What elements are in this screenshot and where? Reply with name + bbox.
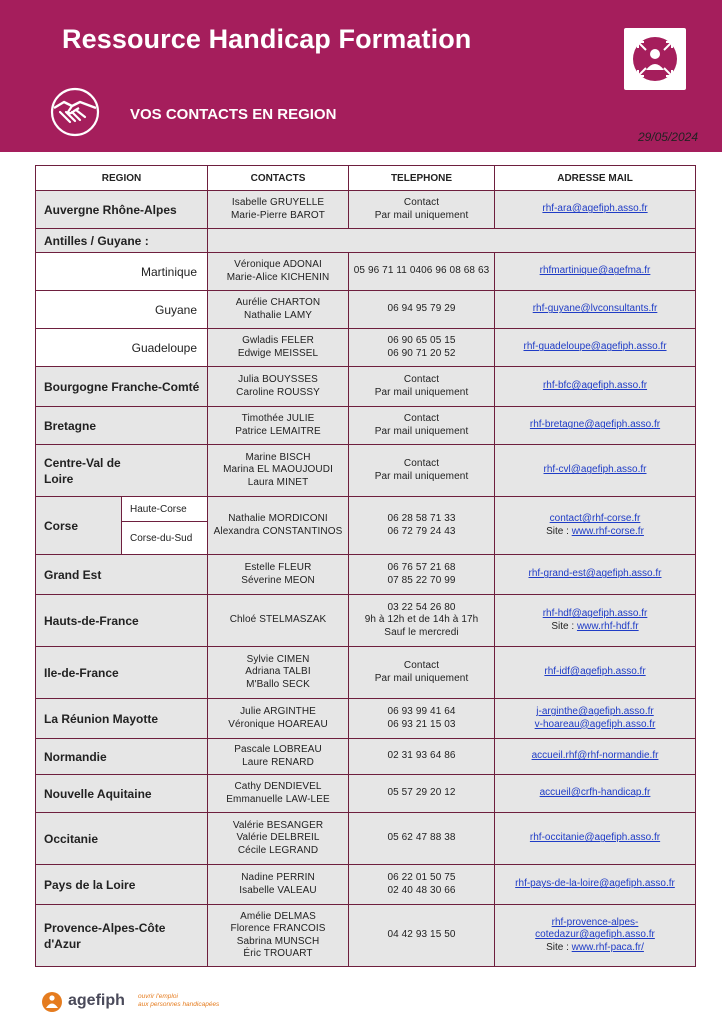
tagline-line: aux personnes handicapées [138, 1001, 220, 1008]
subregion-cell: Martinique [36, 253, 208, 291]
phone-line: 05 57 29 20 12 [387, 787, 456, 799]
phone-line: Contact [403, 413, 440, 424]
page-title: Ressource Handicap Formation [62, 24, 472, 54]
table-row [36, 905, 696, 967]
header-region: REGION [36, 166, 208, 191]
mail-cell [495, 739, 696, 775]
phone-cell [349, 291, 495, 329]
region-cell: Pays de la Loire [36, 865, 208, 905]
region-cell: La Réunion Mayotte [36, 699, 208, 739]
contact-name: Marine BISCH [245, 451, 311, 463]
phone-cell [349, 253, 495, 291]
contact-name: Emmanuelle LAW-LEE [226, 793, 330, 805]
phone-line: 04 42 93 15 50 [387, 929, 456, 941]
region-cell: Nouvelle Aquitaine [36, 775, 208, 813]
contact-name: Gwladis FELER [242, 335, 314, 346]
site-label: Site : [551, 620, 577, 632]
phone-cell [349, 445, 495, 497]
contact-name: Séverine MEON [241, 574, 315, 586]
table-row [36, 229, 696, 253]
mail-cell [495, 407, 696, 445]
contact-name: Nathalie LAMY [244, 309, 313, 321]
table-row [36, 595, 696, 647]
mail-link[interactable]: accueil@crfh-handicap.fr [539, 787, 651, 799]
phone-line: 06 93 21 15 03 [387, 718, 456, 730]
site-link[interactable]: www.rhf-corse.fr [571, 525, 644, 537]
page-subtitle: VOS CONTACTS EN REGION [130, 106, 337, 123]
contact-name: Isabelle VALEAU [239, 884, 317, 896]
table-row [36, 253, 696, 291]
contacts-cell [208, 291, 349, 329]
region-cell: Grand Est [36, 555, 208, 595]
mail-link[interactable]: rhf-guyane@lvconsultants.fr [532, 303, 658, 315]
header-banner [0, 0, 722, 152]
site-line [495, 942, 695, 955]
table-row [36, 739, 696, 775]
contact-name: Timothée JULIE [241, 413, 315, 424]
site-label: Site : [546, 941, 572, 953]
mail-link[interactable]: contact@rhf-corse.fr [549, 513, 641, 524]
mail-cell [495, 865, 696, 905]
contact-name: Marina EL MAOUJOUDI [223, 464, 333, 476]
contact-name: Laure RENARD [242, 756, 314, 768]
contact-name: Adriana TALBI [245, 666, 311, 678]
mail-link[interactable]: rhf-bfc@agefiph.asso.fr [542, 380, 648, 392]
mail-link[interactable]: cotedazur@agefiph.asso.fr [535, 929, 655, 941]
person-arrows-icon [624, 28, 686, 90]
phone-line: Par mail uniquement [374, 425, 469, 437]
mail-cell [495, 699, 696, 739]
footer-tagline [138, 993, 248, 1009]
phone-line: Contact [403, 458, 440, 469]
contact-name: Véronique HOAREAU [228, 718, 328, 730]
region-cell: Corse [36, 497, 122, 555]
phone-line: Contact [403, 660, 440, 671]
contact-name: Marie-Alice KICHENIN [226, 271, 330, 283]
contact-name: Sylvie CIMEN [246, 653, 310, 665]
site-line [495, 621, 695, 634]
region-cell: Bretagne [36, 407, 208, 445]
region-cell: Auvergne Rhône-Alpes [36, 191, 208, 229]
phone-cell [349, 497, 495, 555]
contacts-cell [208, 445, 349, 497]
contact-name: Julie ARGINTHE [240, 706, 316, 717]
table-row [36, 497, 696, 522]
contact-name: Amélie DELMAS [240, 910, 316, 922]
table-row [36, 367, 696, 407]
contacts-cell [208, 813, 349, 865]
mail-cell [495, 497, 696, 555]
phone-line: Contact [403, 374, 440, 385]
phone-cell [349, 191, 495, 229]
mail-link[interactable]: rhf-provence-alpes- [551, 916, 639, 928]
phone-line: Par mail uniquement [374, 209, 469, 221]
contact-name: Edwige MEISSEL [237, 347, 319, 359]
phone-line: Contact [403, 197, 440, 208]
mail-link[interactable]: rhf-grand-est@agefiph.asso.fr [528, 568, 662, 580]
mail-cell [495, 253, 696, 291]
subregion-cell: Corse-du-Sud [122, 522, 208, 555]
mail-link[interactable]: rhf-ara@agefiph.asso.fr [542, 203, 648, 215]
mail-cell [495, 905, 696, 967]
header-telephone: TELEPHONE [349, 166, 495, 191]
contact-name: Valérie BESANGER [232, 819, 324, 831]
region-cell: Hauts-de-France [36, 595, 208, 647]
phone-cell [349, 367, 495, 407]
handshake-icon [46, 86, 104, 138]
mail-link[interactable]: rhf-bretagne@agefiph.asso.fr [529, 419, 661, 431]
region-line: Provence-Alpes-Côte [44, 920, 166, 935]
region-cell [36, 445, 208, 497]
region-cell: Antilles / Guyane : [36, 229, 208, 253]
phone-line: 06 76 57 21 68 [387, 562, 456, 573]
table-header-row [36, 166, 696, 191]
phone-line: 03 22 54 26 80 [387, 601, 456, 613]
contact-name: Sabrina MUNSCH [236, 935, 320, 947]
table-row [36, 775, 696, 813]
site-link[interactable]: www.rhf-hdf.fr [576, 620, 639, 632]
mail-cell [495, 595, 696, 647]
region-cell [36, 905, 208, 967]
mail-link[interactable]: v-hoareau@agefiph.asso.fr [534, 718, 656, 730]
phone-line: Par mail uniquement [374, 386, 469, 398]
contacts-table [35, 165, 696, 967]
phone-line: Sauf le mercredi [384, 626, 459, 638]
phone-line: 06 93 99 41 64 [387, 706, 456, 717]
contacts-cell [208, 407, 349, 445]
contact-name: Nathalie MORDICONI [228, 513, 328, 524]
mail-link[interactable]: rhf-pays-de-la-loire@agefiph.asso.fr [515, 878, 675, 890]
phone-line: 06 28 58 71 33 [387, 513, 456, 524]
contact-name: Laura MINET [247, 476, 309, 488]
phone-line: Par mail uniquement [374, 672, 469, 684]
phone-line: 02 31 93 64 86 [387, 750, 456, 762]
contact-name: Julia BOUYSSES [238, 374, 318, 385]
contact-name: Florence FRANCOIS [230, 923, 326, 934]
contact-name: Isabelle GRUYELLE [231, 197, 325, 208]
subregion-cell: Guyane [36, 291, 208, 329]
mail-link[interactable]: rhf-cvl@agefiph.asso.fr [543, 464, 647, 476]
contacts-cell [208, 739, 349, 775]
contact-name: Cécile LEGRAND [237, 844, 319, 856]
phone-cell [349, 647, 495, 699]
phone-line: 06 72 79 24 43 [387, 525, 456, 537]
region-line: d'Azur [44, 936, 81, 951]
table-row [36, 407, 696, 445]
site-line [495, 526, 695, 539]
region-cell: Normandie [36, 739, 208, 775]
phone-cell [349, 865, 495, 905]
phone-cell [349, 775, 495, 813]
agefiph-logo-icon [40, 990, 64, 1014]
table-row [36, 191, 696, 229]
contacts-cell [208, 865, 349, 905]
contacts-cell [208, 329, 349, 367]
table-row [36, 329, 696, 367]
phone-cell [349, 739, 495, 775]
logo-box [624, 28, 686, 90]
contact-name: Pascale LOBREAU [234, 744, 322, 755]
contact-name: Éric TROUART [243, 948, 313, 959]
contact-name: Chloé STELMASZAK [229, 614, 327, 626]
mail-cell [495, 329, 696, 367]
contact-name: Nadine PERRIN [241, 872, 315, 883]
phone-line: 06 22 01 50 75 [387, 872, 456, 883]
mail-cell [495, 813, 696, 865]
table-row [36, 291, 696, 329]
contacts-cell [208, 497, 349, 555]
phone-cell [349, 813, 495, 865]
contacts-cell [208, 775, 349, 813]
contacts-cell [208, 699, 349, 739]
contact-name: Estelle FLEUR [244, 562, 312, 573]
subregion-cell: Guadeloupe [36, 329, 208, 367]
phone-cell [349, 905, 495, 967]
phone-line: 05 96 71 11 0406 96 08 68 63 [353, 265, 490, 277]
contacts-cell [208, 595, 349, 647]
table-row [36, 555, 696, 595]
mail-cell [495, 555, 696, 595]
footer-brand: agefiph [68, 992, 125, 1009]
contact-name: Valérie DELBREIL [236, 832, 320, 844]
mail-link[interactable]: rhf-occitanie@agefiph.asso.fr [529, 832, 661, 844]
mail-cell [495, 775, 696, 813]
mail-cell [495, 647, 696, 699]
phone-cell [349, 407, 495, 445]
phone-line: 06 90 65 05 15 [387, 335, 456, 346]
site-label: Site : [546, 525, 572, 537]
contacts-cell [208, 191, 349, 229]
table-row [36, 647, 696, 699]
phone-line: Par mail uniquement [374, 470, 469, 482]
mail-link[interactable]: rhf-guadeloupe@agefiph.asso.fr [523, 341, 667, 353]
contact-name: M'Ballo SECK [246, 678, 310, 690]
header-contacts: CONTACTS [208, 166, 349, 191]
mail-cell [495, 367, 696, 407]
phone-cell [349, 699, 495, 739]
contact-name: Aurélie CHARTON [235, 297, 321, 308]
mail-cell [495, 291, 696, 329]
phone-cell [349, 595, 495, 647]
region-cell: Bourgogne Franche-Comté [36, 367, 208, 407]
table-row [36, 445, 696, 497]
phone-line: 06 94 95 79 29 [387, 303, 456, 315]
site-link[interactable]: www.rhf-paca.fr/ [571, 941, 644, 953]
subregion-cell: Haute-Corse [122, 497, 208, 522]
phone-line: 02 40 48 30 66 [387, 884, 456, 896]
contacts-cell [208, 905, 349, 967]
mail-link[interactable]: j-arginthe@agefiph.asso.fr [536, 706, 654, 717]
header-mail: ADRESSE MAIL [495, 166, 696, 191]
region-cell: Ile-de-France [36, 647, 208, 699]
phone-cell [349, 555, 495, 595]
region-line: Loire [44, 471, 74, 486]
mail-cell [495, 445, 696, 497]
contacts-cell [208, 367, 349, 407]
contact-name: Véronique ADONAI [234, 259, 322, 270]
empty-cell [208, 229, 696, 253]
contacts-cell [208, 555, 349, 595]
mail-link[interactable]: rhf-hdf@agefiph.asso.fr [542, 608, 648, 619]
region-cell: Occitanie [36, 813, 208, 865]
region-line: Centre-Val de [44, 455, 121, 470]
contacts-cell [208, 647, 349, 699]
phone-cell [349, 329, 495, 367]
document-date: 29/05/2024 [637, 130, 698, 144]
table-row [36, 865, 696, 905]
contact-name: Cathy DENDIEVEL [234, 781, 322, 792]
phone-line: 06 90 71 20 52 [387, 347, 456, 359]
contact-name: Marie-Pierre BAROT [230, 209, 326, 221]
phone-line: 05 62 47 88 38 [387, 832, 456, 844]
table-row [36, 699, 696, 739]
phone-line: 07 85 22 70 99 [387, 574, 456, 586]
contacts-cell [208, 253, 349, 291]
contact-name: Patrice LEMAITRE [235, 425, 321, 437]
mail-link[interactable]: accueil.rhf@rhf-normandie.fr [531, 750, 659, 762]
contact-name: Alexandra CONSTANTINOS [213, 525, 343, 537]
tagline-line: ouvrir l'emploi [138, 993, 178, 1000]
mail-link[interactable]: rhf-idf@agefiph.asso.fr [544, 666, 646, 678]
mail-cell [495, 191, 696, 229]
phone-line: 9h à 12h et de 14h à 17h [364, 614, 479, 626]
table-row [36, 813, 696, 865]
contact-name: Caroline ROUSSY [236, 386, 320, 398]
mail-link[interactable]: rhfmartinique@agefma.fr [539, 265, 651, 277]
